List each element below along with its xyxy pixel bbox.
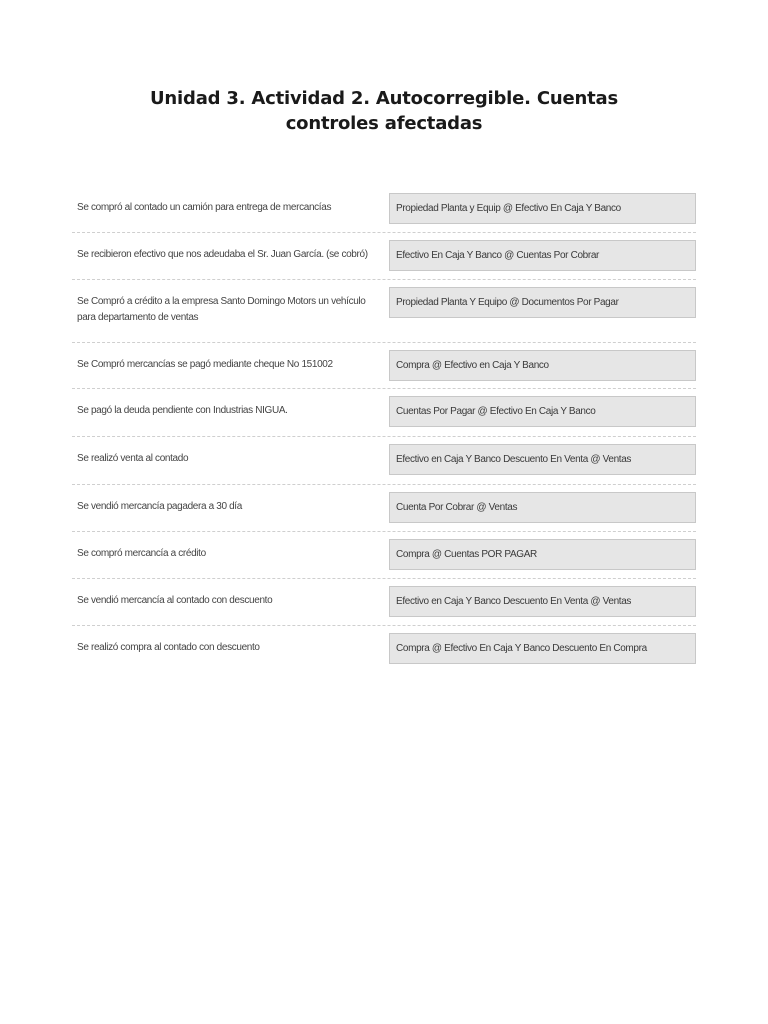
statement-text: Se recibieron efectivo que nos adeudaba el Sr. Juan García. (se cobró) xyxy=(77,249,368,260)
statement-text: Se Compró mercancías se pagó mediante cheque No 151002 xyxy=(77,359,333,370)
match-row xyxy=(72,485,696,532)
statement-text: Se pagó la deuda pendiente con Industrias NIGUA. xyxy=(77,405,288,416)
answer-dropdown[interactable]: Efectivo en Caja Y Banco Descuento En Venta @ Ventas xyxy=(389,586,696,617)
statement-text: Se compró al contado un camión para entrega de mercancías xyxy=(77,202,332,213)
answer-dropdown[interactable]: Efectivo En Caja Y Banco @ Cuentas Por Cobrar xyxy=(389,240,696,271)
answer-dropdown[interactable]: Compra @ Efectivo En Caja Y Banco Descuento En Compra xyxy=(389,633,696,664)
statement-text: Se vendió mercancía pagadera a 30 día xyxy=(77,501,242,512)
match-row xyxy=(72,233,696,280)
match-row xyxy=(72,280,696,343)
answer-dropdown[interactable]: Cuentas Por Pagar @ Efectivo En Caja Y Banco xyxy=(389,396,696,427)
match-row xyxy=(72,532,696,579)
match-row xyxy=(72,437,696,485)
answer-dropdown[interactable]: Cuenta Por Cobrar @ Ventas xyxy=(389,492,696,523)
match-row xyxy=(72,389,696,437)
answer-dropdown[interactable]: Compra @ Efectivo en Caja Y Banco xyxy=(389,350,696,381)
matching-question-list xyxy=(72,186,696,673)
answer-dropdown[interactable]: Propiedad Planta Y Equipo @ Documentos Por Pagar xyxy=(389,287,696,318)
answer-dropdown[interactable]: Compra @ Cuentas POR PAGAR xyxy=(389,539,696,570)
match-row xyxy=(72,626,696,673)
statement-text: Se Compró a crédito a la empresa Santo Domingo Motors un vehículo para departamento de ventas xyxy=(77,296,366,323)
page-title: Unidad 3. Actividad 2. Autocorregible. Cuentas controles afectadas xyxy=(150,88,618,134)
statement-text: Se vendió mercancía al contado con descuento xyxy=(77,595,273,606)
answer-dropdown[interactable]: Efectivo en Caja Y Banco Descuento En Venta @ Ventas xyxy=(389,444,696,475)
statement-text: Se realizó venta al contado xyxy=(77,453,189,464)
statement-text: Se realizó compra al contado con descuento xyxy=(77,642,260,653)
match-row xyxy=(72,579,696,626)
match-row xyxy=(72,186,696,233)
match-row xyxy=(72,343,696,389)
answer-dropdown[interactable]: Propiedad Planta y Equip @ Efectivo En Caja Y Banco xyxy=(389,193,696,224)
statement-text: Se compró mercancía a crédito xyxy=(77,548,206,559)
